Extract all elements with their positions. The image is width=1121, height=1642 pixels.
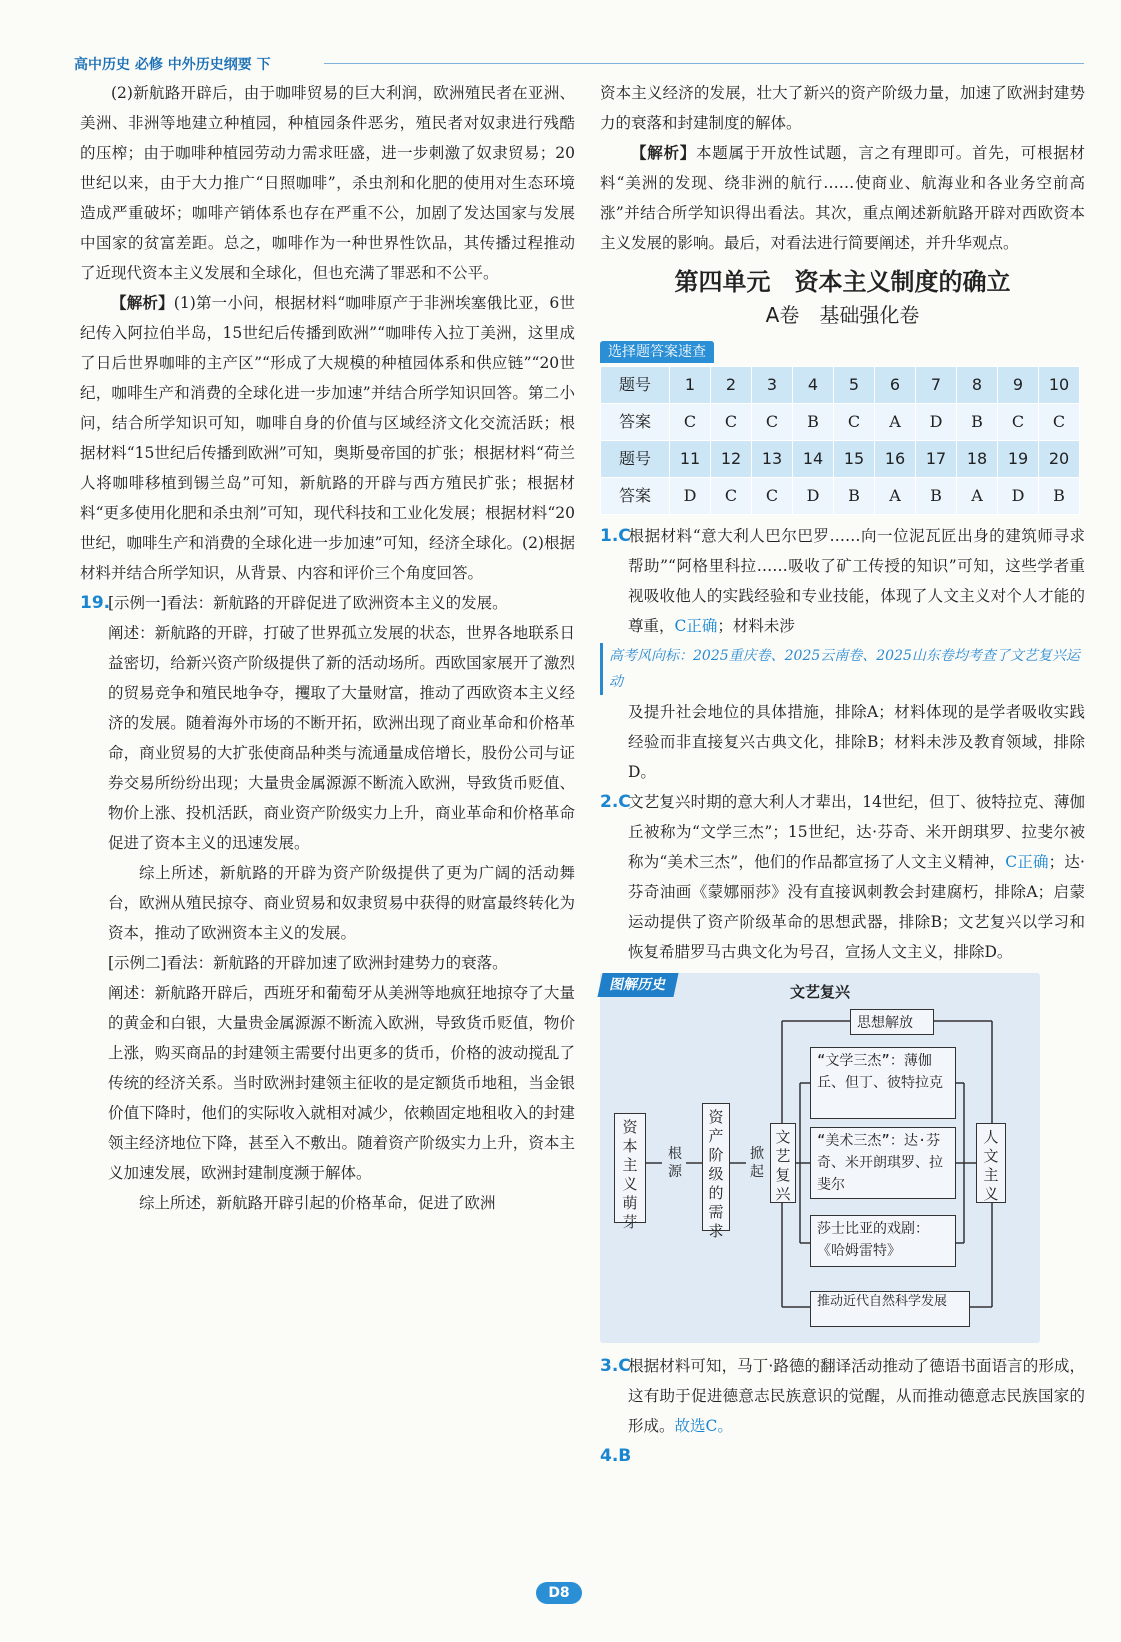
row-label: 题号 bbox=[601, 441, 670, 478]
box-shakespeare: 莎士比亚的戏剧：《哈姆雷特》 bbox=[810, 1215, 956, 1267]
answer-letter: C bbox=[1039, 404, 1080, 441]
q1-number: 1.C bbox=[600, 526, 631, 546]
analysis-paragraph bbox=[80, 288, 575, 588]
page-header bbox=[74, 54, 1084, 76]
q19-example1 bbox=[80, 588, 575, 618]
answer-key-row bbox=[601, 441, 1080, 478]
question-number: 6 bbox=[875, 367, 916, 404]
answer-letter: B bbox=[793, 404, 834, 441]
question-number: 7 bbox=[916, 367, 957, 404]
q19-analysis-tag: 【解析】 bbox=[631, 143, 696, 162]
answer-letter: D bbox=[670, 478, 711, 515]
q2-correct: C正确 bbox=[1005, 853, 1049, 871]
answer-letter: D bbox=[916, 404, 957, 441]
box-natural-science: 推动近代自然科学发展 bbox=[810, 1291, 970, 1327]
q3-conclusion: 故选C。 bbox=[674, 1417, 733, 1435]
q2-text-cont: ；达·芬奇油画《蒙娜丽莎》没有直接讽刺教会封建腐朽，排除A；启蒙运动提供了资产阶级革命的思想武器，排除B；文艺复兴以学习和恢复希腊罗马古典文化为号召，宣扬人文主义，排除D。 bbox=[628, 853, 1085, 961]
question-number: 14 bbox=[793, 441, 834, 478]
question-number: 10 bbox=[1039, 367, 1080, 404]
row-label: 题号 bbox=[601, 367, 670, 404]
question-number: 3 bbox=[752, 367, 793, 404]
q2-text: 文艺复兴时期的意大利人才辈出，14世纪，但丁、彼特拉克、薄伽丘被称为“文学三杰”；15世纪，达·芬奇、米开朗琪罗、拉斐尔被称为“美术三杰”，他们的作品都宣扬了人文主义精神， bbox=[628, 793, 1085, 871]
q19-continuation: 资本主义经济的发展，壮大了新兴的资产阶级力量，加速了欧洲封建势力的衰落和封建制度的解体。 bbox=[600, 84, 1085, 132]
q3-text: 根据材料可知，马丁·路德的翻译活动推动了德语书面语言的形成，这有助于促进德意志民族意识的觉醒，从而推动德意志民族国家的形成。 bbox=[628, 1357, 1085, 1435]
unit-title: 第四单元 资本主义制度的确立 bbox=[674, 268, 1011, 296]
question-number: 18 bbox=[957, 441, 998, 478]
q2-number: 2.C bbox=[600, 792, 631, 812]
left-column bbox=[80, 78, 575, 1218]
q2-explanation bbox=[600, 787, 1085, 967]
q1-explanation-cont: 及提升社会地位的具体措施，排除A；材料体现的是学者吸收实践经验而非直接复兴古典文化，排除B；材料未涉及教育领域，排除D。 bbox=[628, 703, 1085, 781]
q19-example1-view: [示例一]看法：新航路的开辟促进了欧洲资本主义的发展。 bbox=[108, 594, 508, 612]
q3-explanation bbox=[600, 1351, 1085, 1441]
q19-example2-summary: 综上所述，新航路开辟引起的价格革命，促进了欧洲 bbox=[139, 1194, 496, 1212]
header-title: 高中历史 必修 中外历史纲要 下 bbox=[74, 57, 271, 73]
renaissance-diagram bbox=[600, 973, 1040, 1343]
q1-text-cont: ；材料未涉 bbox=[717, 617, 795, 635]
answer-letter: D bbox=[793, 478, 834, 515]
answer-letter: C bbox=[834, 404, 875, 441]
q1-text: 根据材料“意大利人巴尔巴罗……向一位泥瓦匠出身的建筑师寻求帮助”“阿格里科拉……吸收了矿工传授的知识”可知，这些学者重视吸收他人的实践经验和专业技能，体现了人文主义对个人才能的尊重， bbox=[628, 527, 1085, 635]
row-label: 答案 bbox=[601, 478, 670, 515]
answer-letter: C bbox=[670, 404, 711, 441]
answer-letter: C bbox=[752, 404, 793, 441]
box-literature-three: “文学三杰”：薄伽丘、但丁、彼特拉克 bbox=[810, 1047, 956, 1119]
box-renaissance: 文艺复兴 bbox=[770, 1123, 796, 1203]
analysis-tag: 【解析】 bbox=[111, 293, 174, 312]
q4-number: 4.B bbox=[600, 1446, 632, 1466]
answer-letter: A bbox=[875, 404, 916, 441]
answer-letter: C bbox=[752, 478, 793, 515]
answer-letter: B bbox=[957, 404, 998, 441]
answer-letter: B bbox=[834, 478, 875, 515]
box-art-three: “美术三杰”：达·芬奇、米开朗琪罗、拉斐尔 bbox=[810, 1127, 956, 1199]
right-column bbox=[600, 78, 1085, 1471]
diagram-tag: 图解历史 bbox=[597, 973, 678, 997]
page-number: D8 bbox=[536, 1582, 582, 1604]
label-trigger: 掀起 bbox=[750, 1146, 764, 1180]
answer-key-table bbox=[600, 366, 1080, 515]
question-number: 17 bbox=[916, 441, 957, 478]
q19-number: 19. bbox=[80, 593, 111, 613]
paper-subtitle: A卷 基础强化卷 bbox=[765, 303, 920, 327]
question-number: 11 bbox=[670, 441, 711, 478]
q3-number: 3.C bbox=[600, 1356, 631, 1376]
question-number: 4 bbox=[793, 367, 834, 404]
q19-example2-body: 阐述：新航路开辟后，西班牙和葡萄牙从美洲等地疯狂地掠夺了大量的黄金和白银，大量贵金属源源不断流入欧洲，导致货币贬值，物价上涨，购买商品的封建领主需要付出更多的货币，价格的波动搅乱了传统的经济关系。当时欧洲封建领主征收的是定额货币地租，当金银价值下降时，他们的实际收入就相对减少，依赖固定地租收入的封建领主经济地位下降，甚至入不敷出。随着资产阶级实力上升，资本主义加速发展，欧洲封建制度濒于解体。 bbox=[108, 984, 575, 1182]
question-number: 15 bbox=[834, 441, 875, 478]
q19-analysis-text: 本题属于开放性试题，言之有理即可。首先，可根据材料“美洲的发现、绕非洲的航行……使商业、航海业和各业务空前高涨”并结合所学知识得出看法。其次，重点阐述新航路开辟对西欧资本主义发展的影响。最后，对看法进行简要阐述，并升华观点。 bbox=[600, 144, 1085, 252]
answer-key-row bbox=[601, 404, 1080, 441]
answer-key-heading: 选择题答案速查 bbox=[600, 341, 714, 363]
diagram-title: 文艺复兴 bbox=[789, 983, 850, 1001]
question-number: 16 bbox=[875, 441, 916, 478]
header-rule bbox=[324, 63, 1084, 64]
box-thought-liberation: 思想解放 bbox=[850, 1009, 934, 1035]
answer-letter: C bbox=[998, 404, 1039, 441]
box-bourgeoisie-needs: 资产阶级的需求 bbox=[702, 1103, 730, 1231]
answer-key-row bbox=[601, 367, 1080, 404]
q19-example1-summary: 综上所述，新航路的开辟为资产阶级提供了更为广阔的活动舞台，欧洲从殖民掠夺、商业贸易和奴隶贸易中获得的财富最终转化为资本，推动了欧洲资本主义的发展。 bbox=[108, 864, 575, 942]
q1-explanation bbox=[600, 521, 1085, 641]
answer-key-row bbox=[601, 478, 1080, 515]
answer-paragraph: (2)新航路开辟后，由于咖啡贸易的巨大利润，欧洲殖民者在亚洲、美洲、非洲等地建立种植园，种植园条件恶劣，殖民者对奴隶进行残酷的压榨；由于咖啡种植园劳动力需求旺盛，进一步刺激了奴隶贸易；20世纪以来，由于大力推广“日照咖啡”，杀虫剂和化肥的使用对生态环境造成严重破坏；咖啡产销体系也存在严重不公，加剧了发达国家与发展中国家的贫富差距。总之，咖啡作为一种世界性饮品，其传播过程推动了近现代资本主义发展和全球化，但也充满了罪恶和不公平。 bbox=[80, 84, 575, 282]
row-label: 答案 bbox=[601, 404, 670, 441]
box-humanism: 人文主义 bbox=[976, 1123, 1006, 1203]
question-number: 19 bbox=[998, 441, 1039, 478]
answer-letter: C bbox=[711, 404, 752, 441]
question-number: 13 bbox=[752, 441, 793, 478]
q4-explanation bbox=[600, 1441, 1085, 1471]
question-number: 20 bbox=[1039, 441, 1080, 478]
answer-letter: A bbox=[957, 478, 998, 515]
answer-letter: D bbox=[998, 478, 1039, 515]
question-number: 5 bbox=[834, 367, 875, 404]
exam-trend-note: 高考风向标：2025重庆卷、2025云南卷、2025山东卷均考查了文艺复兴运动 bbox=[600, 643, 1085, 695]
question-number: 9 bbox=[998, 367, 1039, 404]
answer-letter: B bbox=[916, 478, 957, 515]
question-number: 8 bbox=[957, 367, 998, 404]
answer-letter: A bbox=[875, 478, 916, 515]
q19-analysis bbox=[600, 138, 1085, 258]
label-root-cause: 根源 bbox=[668, 1146, 682, 1180]
analysis-text: (1)第一小问，根据材料“咖啡原产于非洲埃塞俄比亚，6世纪传入阿拉伯半岛，15世纪后传播到欧洲”“咖啡传入拉丁美洲，这里成了日后世界咖啡的主产区”“形成了大规模的种植园体系和供应链”“20世纪，咖啡生产和消费的全球化进一步加速”并结合所学知识回答。第二小问，结合所学知识可知，咖啡自身的价值与区域经济文化交流活跃；根据材料“15世纪后传播到欧洲”可知，奥斯曼帝国的扩张；根据材料“荷兰人将咖啡移植到锡兰岛”可知，新航路的开辟与西方殖民扩张；根据材料“更多使用化肥和杀虫剂”可知，现代科技和工业化发展；根据材料“20世纪，咖啡生产和消费的全球化进一步加速”可知，经济全球化。(2)根据材料并结合所学知识，从背景、内容和评价三个角度回答。 bbox=[80, 294, 575, 582]
q1-correct: C正确 bbox=[674, 617, 718, 635]
q19-example2: [示例二]看法：新航路的开辟加速了欧洲封建势力的衰落。 bbox=[108, 954, 508, 972]
question-number: 1 bbox=[670, 367, 711, 404]
q19-example1-body: 阐述：新航路的开辟，打破了世界孤立发展的状态，世界各地联系日益密切，给新兴资产阶级提供了新的活动场所。西欧国家展开了激烈的贸易竞争和殖民地争夺，攫取了大量财富，推动了西欧资本主义经济的发展。随着海外市场的不断开拓，欧洲出现了商业革命和价格革命，商业贸易的大扩张使商品种类与流通量成倍增长，股份公司与证券交易所纷纷出现；大量贵金属源源不断流入欧洲，导致货币贬值、物价上涨、投机活跃，商业资产阶级实力上升，商业革命和价格革命促进了资本主义的迅速发展。 bbox=[108, 624, 575, 852]
box-capitalism-sprouts: 资本主义萌芽 bbox=[614, 1113, 646, 1223]
question-number: 12 bbox=[711, 441, 752, 478]
answer-letter: C bbox=[711, 478, 752, 515]
answer-letter: B bbox=[1039, 478, 1080, 515]
question-number: 2 bbox=[711, 367, 752, 404]
